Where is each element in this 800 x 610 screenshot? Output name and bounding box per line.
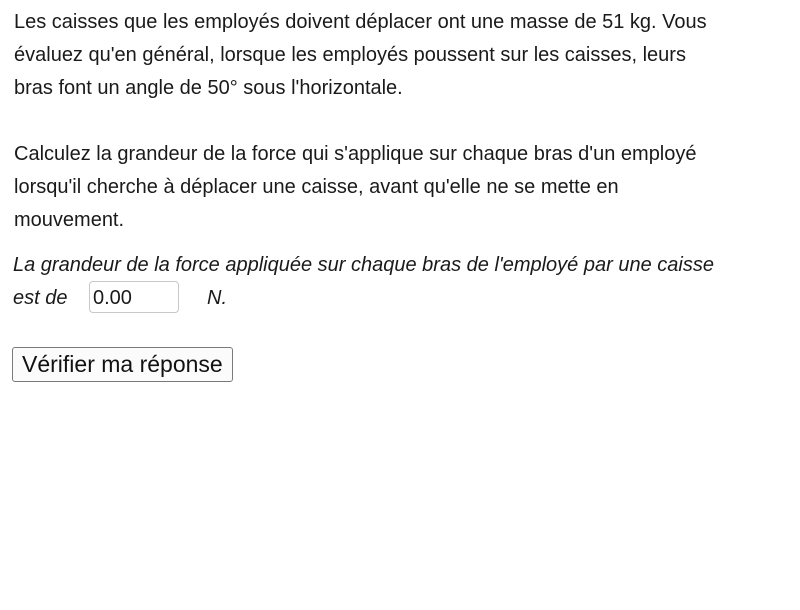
question-text-line: lorsqu'il cherche à déplacer une caisse, avant qu'elle ne se mette en bbox=[14, 176, 619, 198]
problem-text-line: Les caisses que les employés doivent déplacer ont une masse de 51 kg. Vous bbox=[14, 11, 707, 33]
question-text-line: mouvement. bbox=[14, 209, 125, 231]
question-text-line: Calculez la grandeur de la force qui s'applique sur chaque bras d'un employé bbox=[14, 143, 697, 165]
paragraph-spacer bbox=[14, 105, 794, 138]
problem-text-line: bras font un angle de 50° sous l'horizontale. bbox=[14, 77, 403, 99]
answer-text-line: La grandeur de la force appliquée sur chaque bras de l'employé par une caisse bbox=[13, 254, 714, 276]
answer-prefix: est de bbox=[13, 287, 68, 309]
problem-text-line: évaluez qu'en général, lorsque les employés poussent sur les caisses, leurs bbox=[14, 44, 686, 66]
answer-sentence bbox=[13, 249, 798, 309]
problem-statement bbox=[14, 6, 794, 237]
answer-unit: N. bbox=[207, 287, 227, 309]
answer-input[interactable] bbox=[89, 281, 179, 313]
check-answer-button[interactable]: Vérifier ma réponse bbox=[12, 347, 233, 382]
